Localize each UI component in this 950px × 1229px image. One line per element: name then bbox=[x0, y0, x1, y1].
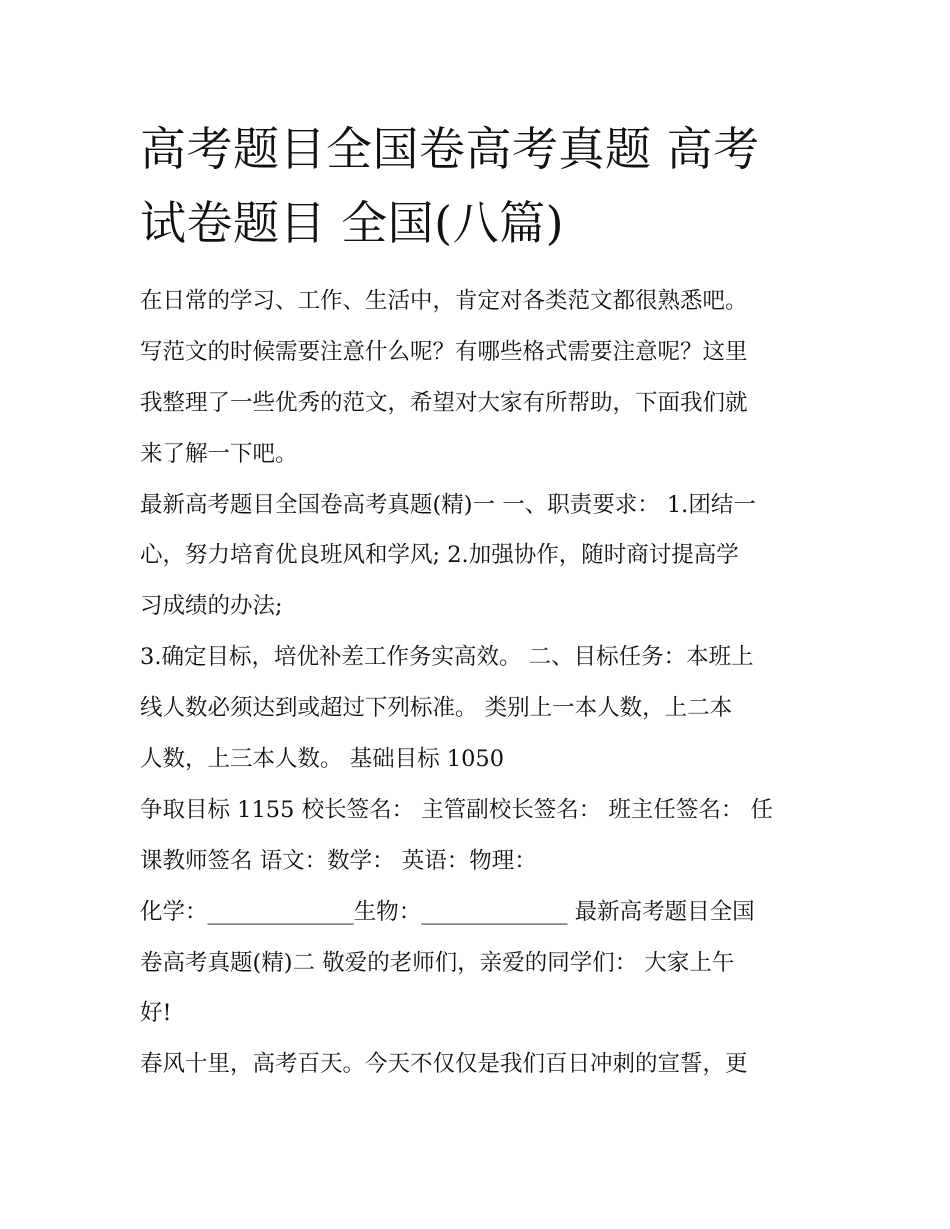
body-line: 心，努力培育优良班风和学风; 2.加强协作，随时商讨提高学 bbox=[140, 542, 739, 569]
body-line: 春风十里，高考百天。今天不仅仅是我们百日冲刺的宣誓，更 bbox=[140, 1051, 748, 1078]
body-line: 写范文的时候需要注意什么呢？有哪些格式需要注意呢？这里 bbox=[140, 338, 748, 365]
body-line: 在日常的学习、工作、生活中，肯定对各类范文都很熟悉吧。 bbox=[140, 288, 748, 314]
body-line: 课教师签名 语文：数学： 英语：物理： bbox=[140, 847, 537, 874]
document-body bbox=[140, 276, 820, 1090]
body-line: 人数，上三本人数。 基础目标 1050 bbox=[140, 746, 505, 773]
body-line: 争取目标 1155 校长签名： 主管副校长签名： 班主任签名： 任 bbox=[140, 796, 774, 823]
body-line: 我整理了一些优秀的范文，希望对大家有所帮助，下面我们就 bbox=[140, 389, 748, 416]
body-line: 最新高考题目全国卷高考真题(精)一 一、职责要求： 1.团结一 bbox=[140, 491, 756, 518]
document-title bbox=[140, 112, 820, 260]
body-line: 习成绩的办法; bbox=[140, 593, 283, 620]
body-line: 来了解一下吧。 bbox=[140, 440, 298, 467]
body-line: 卷高考真题(精)二 敬爱的老师们，亲爱的同学们： 大家上午 bbox=[140, 949, 735, 976]
body-line: 化学：_____________生物：_____________ 最新高考题目全国 bbox=[140, 898, 755, 925]
title-line-1: 高考题目全国卷高考真题 高考 bbox=[140, 122, 760, 176]
body-line: 3.确定目标，培优补差工作务实高效。 二、目标任务：本班上 bbox=[140, 644, 754, 671]
title-line-2: 试卷题目 全国(八篇) bbox=[140, 196, 565, 250]
body-line: 线人数必须达到或超过下列标准。 类别上一本人数，上二本 bbox=[140, 695, 733, 722]
body-line: 好! bbox=[140, 1000, 172, 1027]
